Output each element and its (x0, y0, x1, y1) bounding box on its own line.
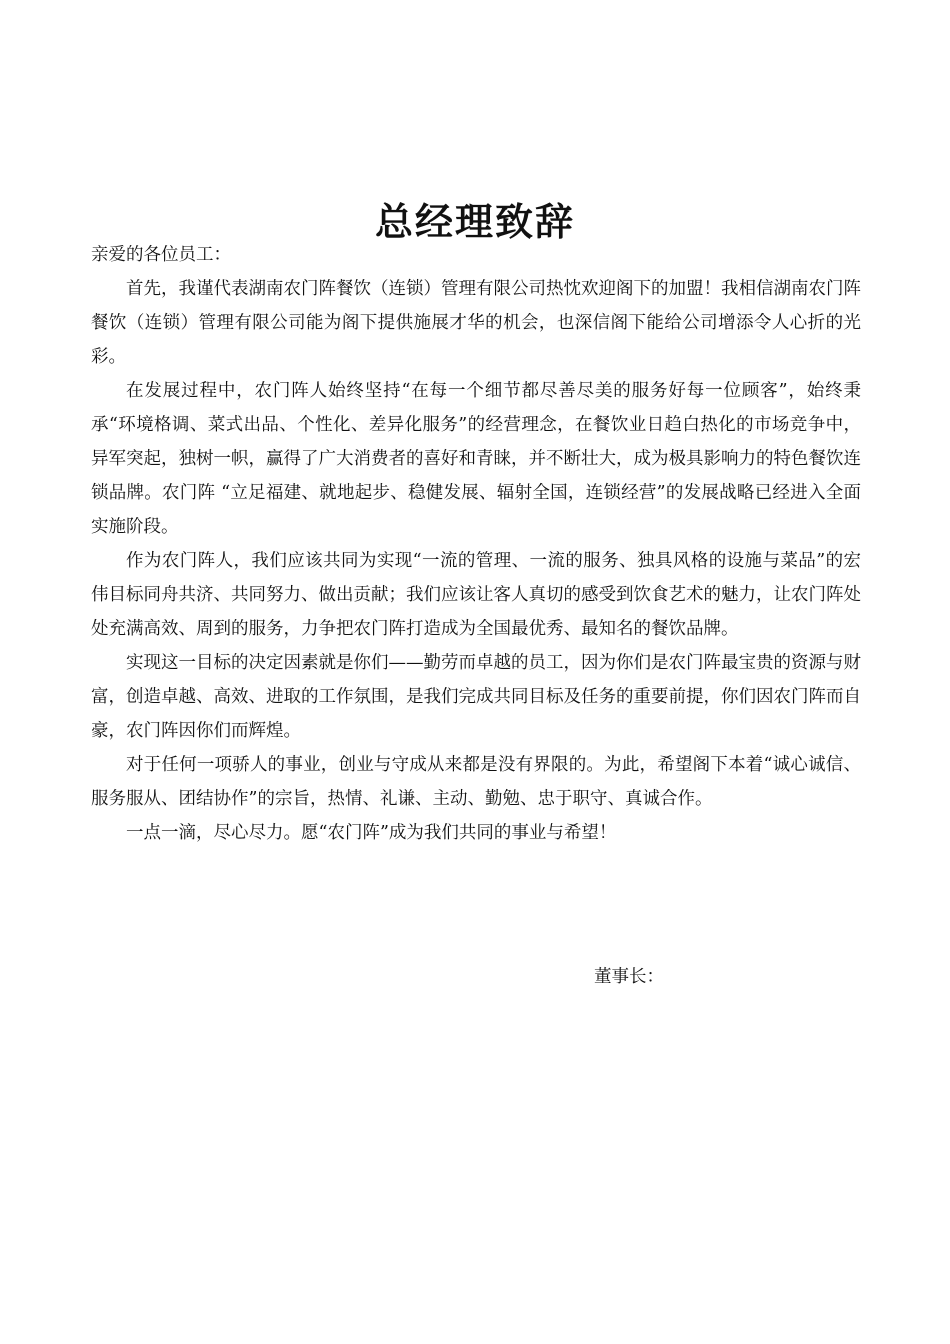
paragraph-employees: 实现这一目标的决定因素就是你们——勤劳而卓越的员工，因为你们是农门阵最宝贵的资源与财富，创造卓越、高效、进取的工作氛围，是我们完成共同目标及任务的重要前提，你们因农门阵而自豪，农门阵因你们而辉煌。 (91, 653, 861, 741)
salutation: 亲爱的各位员工： (91, 245, 231, 265)
document-title: 总经理致辞 (374, 200, 575, 245)
paragraph-welcome: 首先，我谨代表湖南农门阵餐饮（连锁）管理有限公司热忱欢迎阁下的加盟！我相信湖南农门阵餐饮（连锁）管理有限公司能为阁下提供施展才华的机会，也深信阁下能给公司增添令人心折的光彩。 (91, 279, 861, 367)
paragraph-development: 在发展过程中，农门阵人始终坚持“在每一个细节都尽善尽美的服务好每一位顾客”，始终秉承“环境格调、菜式出品、个性化、差异化服务”的经营理念，在餐饮业日趋白热化的市场竞争中，异军突起，独树一帜，赢得了广大消费者的喜好和青睐，并不断壮大，成为极具影响力的特色餐饮连锁品牌。农门阵 “立足福建、就地起步、稳健发展、辐射全国，连锁经营”的发展战略已经进入全面实施阶段。 (91, 381, 861, 537)
signature-label: 董事长： (594, 967, 664, 987)
document-body (91, 238, 861, 850)
paragraph-principles: 对于任何一项骄人的事业，创业与守成从来都是没有界限的。为此，希望阁下本着“诚心诚信、服务服从、团结协作”的宗旨，热情、礼谦、主动、勤勉、忠于职守、真诚合作。 (91, 755, 861, 809)
paragraph-goals: 作为农门阵人，我们应该共同为实现“一流的管理、一流的服务、独具风格的设施与菜品”的宏伟目标同舟共济、共同努力、做出贡献；我们应该让客人真切的感受到饮食艺术的魅力，让农门阵处处充满高效、周到的服务，力争把农门阵打造成为全国最优秀、最知名的餐饮品牌。 (91, 551, 861, 639)
paragraph-closing: 一点一滴，尽心尽力。愿“农门阵”成为我们共同的事业与希望！ (126, 823, 617, 843)
